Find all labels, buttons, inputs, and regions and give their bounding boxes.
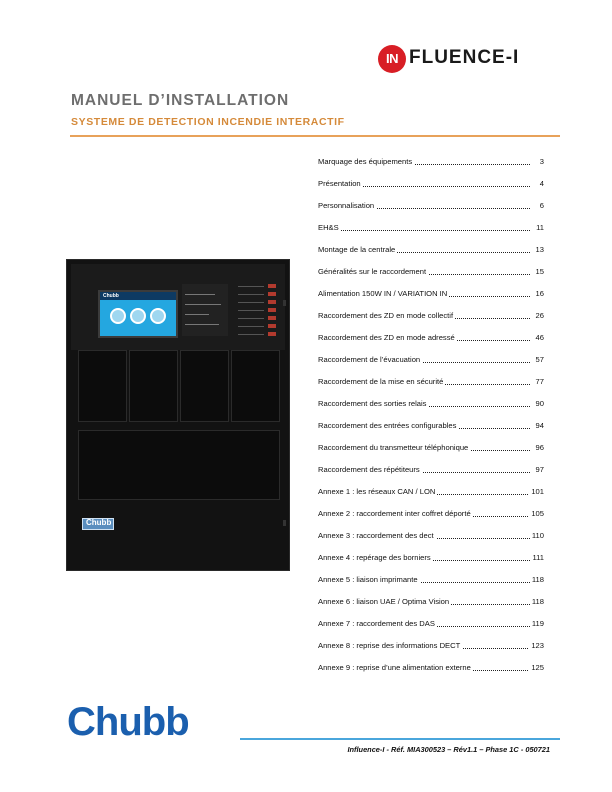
toc-entry-page: 90 bbox=[535, 399, 544, 408]
screen-logo: Chubb bbox=[103, 293, 119, 299]
influence-i-logo bbox=[378, 45, 568, 73]
document-reference: Influence-I - Réf. MIA300523 – Rév1.1 – Phase 1C - 050721 bbox=[347, 745, 550, 754]
toc-entry-title: Montage de la centrale bbox=[318, 245, 396, 254]
toc-entry-page: 110 bbox=[531, 531, 544, 540]
toc-entry[interactable] bbox=[318, 201, 544, 223]
toc-entry-title: Annexe 2 : raccordement inter coffret déporté bbox=[318, 509, 471, 518]
module-door bbox=[129, 350, 178, 422]
toc-entry-title: Raccordement des entrées configurables bbox=[318, 421, 457, 430]
toc-entry-title: Raccordement des sorties relais bbox=[318, 399, 427, 408]
lower-door bbox=[78, 430, 280, 500]
toc-entry-page: 77 bbox=[535, 377, 544, 386]
toc-entry-page: 15 bbox=[535, 267, 544, 276]
chubb-badge: Chubb bbox=[82, 518, 114, 530]
toc-entry[interactable] bbox=[318, 421, 544, 443]
toc-entry-page: 4 bbox=[539, 179, 544, 188]
toc-entry-page: 101 bbox=[531, 487, 544, 496]
toc-entry[interactable] bbox=[318, 487, 544, 509]
toc-entry-title: Annexe 4 : repérage des borniers bbox=[318, 553, 431, 562]
toc-entry[interactable] bbox=[318, 267, 544, 289]
screen-dial-icon bbox=[150, 308, 166, 324]
touch-screen bbox=[98, 290, 178, 338]
toc-entry[interactable] bbox=[318, 641, 544, 663]
toc-entry-title: Raccordement de l’évacuation bbox=[318, 355, 421, 364]
toc-entry-title: Annexe 6 : liaison UAE / Optima Vision bbox=[318, 597, 450, 606]
toc-entry-page: 105 bbox=[531, 509, 544, 518]
toc-entry-page: 57 bbox=[535, 355, 544, 364]
toc-entry-title: Présentation bbox=[318, 179, 361, 188]
toc-entry[interactable] bbox=[318, 289, 544, 311]
screen-dial-icon bbox=[110, 308, 126, 324]
toc-entry[interactable] bbox=[318, 355, 544, 377]
toc-entry-page: 11 bbox=[536, 223, 544, 232]
logo-wordmark: FLUENCE-I bbox=[409, 47, 520, 68]
toc-entry-title: Marquage des équipements bbox=[318, 157, 413, 166]
module-door bbox=[180, 350, 229, 422]
toc-entry-page: 96 bbox=[535, 443, 544, 452]
toc-entry-page: 13 bbox=[535, 245, 544, 254]
toc-entry[interactable] bbox=[318, 179, 544, 201]
toc-entry-page: 97 bbox=[535, 465, 544, 474]
screen-dial-icon bbox=[130, 308, 146, 324]
toc-entry-title: Annexe 7 : raccordement des DAS bbox=[318, 619, 435, 628]
toc-entry[interactable] bbox=[318, 157, 544, 179]
status-display bbox=[182, 284, 228, 336]
toc-entry-title: Annexe 3 : raccordement des dect bbox=[318, 531, 434, 540]
toc-entry-title: Raccordement des répétiteurs bbox=[318, 465, 420, 474]
toc-entry-title: Alimentation 150W IN / VARIATION IN bbox=[318, 289, 448, 298]
toc-entry-title: Raccordement des ZD en mode collectif bbox=[318, 311, 454, 320]
toc-entry-title: Annexe 9 : reprise d’une alimentation externe bbox=[318, 663, 471, 672]
toc-entry-page: 6 bbox=[539, 201, 544, 210]
toc-entry-title: Généralités sur le raccordement bbox=[318, 267, 427, 276]
toc-entry[interactable] bbox=[318, 663, 544, 685]
module-door bbox=[231, 350, 280, 422]
toc-entry-page: 94 bbox=[535, 421, 544, 430]
toc-entry-title: Raccordement de la mise en sécurité bbox=[318, 377, 444, 386]
toc-entry-title: Personnalisation bbox=[318, 201, 375, 210]
toc-entry[interactable] bbox=[318, 399, 544, 421]
toc-entry-page: 26 bbox=[535, 311, 544, 320]
toc-entry[interactable] bbox=[318, 443, 544, 465]
toc-entry[interactable] bbox=[318, 245, 544, 267]
toc-entry-page: 3 bbox=[539, 157, 544, 166]
toc-entry-page: 46 bbox=[535, 333, 544, 342]
header-divider bbox=[70, 135, 560, 137]
toc-entry-title: Annexe 8 : reprise des informations DECT bbox=[318, 641, 461, 650]
toc-entry-title: Raccordement des ZD en mode adressé bbox=[318, 333, 455, 342]
table-of-contents bbox=[318, 157, 544, 685]
toc-entry[interactable] bbox=[318, 553, 544, 575]
toc-entry[interactable] bbox=[318, 465, 544, 487]
document-title: MANUEL D’INSTALLATION bbox=[71, 92, 290, 109]
toc-entry-title: Annexe 1 : les réseaux CAN / LON bbox=[318, 487, 436, 496]
toc-entry[interactable] bbox=[318, 597, 544, 619]
toc-entry-page: 118 bbox=[531, 575, 544, 584]
toc-entry[interactable] bbox=[318, 619, 544, 641]
toc-entry-page: 119 bbox=[531, 619, 544, 628]
toc-entry-page: 16 bbox=[535, 289, 544, 298]
footer-divider bbox=[240, 738, 560, 740]
logo-in-badge: IN bbox=[378, 45, 406, 73]
toc-entry-page: 125 bbox=[531, 663, 544, 672]
toc-entry-title: Raccordement du transmetteur téléphonique bbox=[318, 443, 469, 452]
toc-entry-title: EH&S bbox=[318, 223, 339, 232]
toc-entry[interactable] bbox=[318, 223, 544, 245]
toc-entry[interactable] bbox=[318, 509, 544, 531]
toc-entry[interactable] bbox=[318, 311, 544, 333]
toc-entry[interactable] bbox=[318, 575, 544, 597]
led-indicator-column bbox=[236, 280, 284, 340]
toc-entry-page: 111 bbox=[532, 553, 544, 562]
toc-entry-page: 118 bbox=[531, 597, 544, 606]
toc-entry-title: Annexe 5 : liaison imprimante bbox=[318, 575, 418, 584]
toc-entry-page: 123 bbox=[531, 641, 544, 650]
module-door bbox=[78, 350, 127, 422]
document-subtitle: SYSTEME DE DETECTION INCENDIE INTERACTIF bbox=[71, 116, 345, 128]
toc-entry[interactable] bbox=[318, 531, 544, 553]
toc-entry[interactable] bbox=[318, 333, 544, 355]
toc-entry[interactable] bbox=[318, 377, 544, 399]
chubb-logo: Chubb bbox=[67, 700, 189, 744]
